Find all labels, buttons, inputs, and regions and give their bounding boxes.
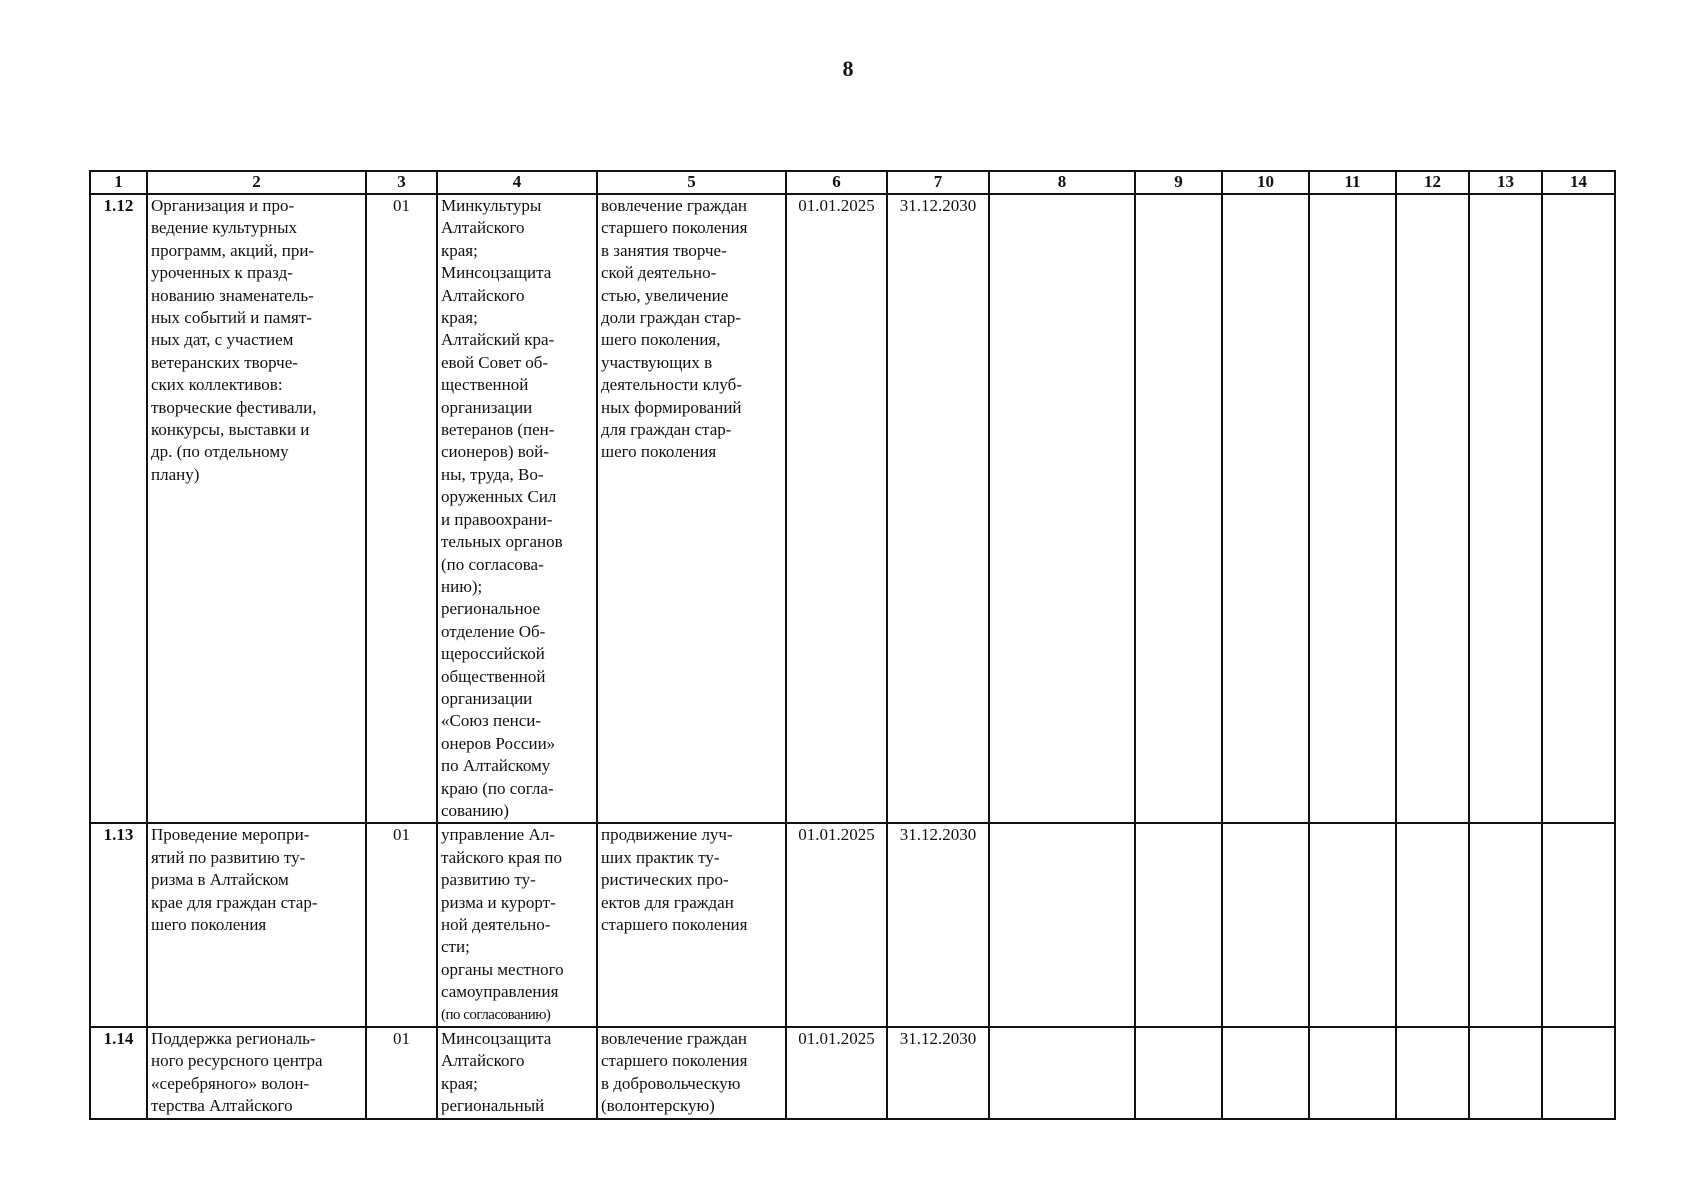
executor-line: Алтайский кра- [441,330,555,350]
code-cell [366,1027,437,1119]
event-name-line: Проведение меропри- [151,825,310,845]
event-name-line: программ, акций, при- [151,240,315,260]
executor-line: ны, труда, Во- [441,464,544,484]
event-name-line: ских коллективов: [151,375,283,395]
header-cell: 11 [1309,171,1396,194]
start-date: 01.01.2025 [798,825,875,845]
start-date: 01.01.2025 [798,1029,875,1049]
empty-cell [1135,823,1222,1027]
code-value: 01 [393,196,410,215]
result-line: старшего поколения [601,915,748,934]
header-cell: 2 [147,171,366,194]
executor-line: евой Совет об- [441,352,549,372]
executor-line: Алтайского [441,1051,525,1071]
start-date: 01.01.2025 [798,196,875,215]
event-name-cell [147,194,366,823]
event-name-line: ризма в Алтайском [151,870,289,890]
result-line: шего поколения [601,442,717,462]
executor-line: ветеранов (пен- [441,420,555,440]
executor-line: сти; [441,937,470,957]
executor-line: Минсоцзащита [441,263,552,283]
executor-cell [437,1027,597,1119]
empty-cell [1309,194,1396,823]
code-cell [366,823,437,1027]
executor-line: ризма и курорт- [441,892,556,912]
code-cell [366,194,437,823]
empty-cell [1542,1027,1615,1119]
executor-line: Алтайского [441,285,525,305]
row-number-cell [90,1027,147,1119]
code-value: 01 [393,825,410,845]
empty-cell [1469,823,1542,1027]
result-line: участвующих в [601,352,713,372]
executor-line: региональное [441,599,540,619]
table-row [90,194,1615,823]
end-date: 31.12.2030 [899,196,977,215]
result-line: ектов для граждан [601,892,734,912]
row-number-cell [90,194,147,823]
event-name-cell [147,1027,366,1119]
header-cell: 1 [90,171,147,194]
empty-cell [989,1027,1135,1119]
executor-line: (по согласова- [441,554,544,574]
event-name-line: конкурсы, выставки и [151,420,310,440]
executor-line: онеров России» [441,733,556,753]
header-cell: 12 [1396,171,1469,194]
result-line: ших практик ту- [601,847,720,867]
header-cell: 5 [597,171,786,194]
result-line: деятельности клуб- [601,375,742,395]
executor-line: организации [441,688,533,708]
empty-cell [1542,194,1615,823]
executor-line: отделение Об- [441,621,546,641]
page-number: 8 [842,56,854,81]
event-name-line: терства Алтайского [151,1096,293,1116]
result-line: старшего поколения [601,218,748,238]
empty-cell [1542,823,1615,1027]
executor-line: края; [441,308,478,328]
empty-cell [1135,194,1222,823]
executor-line: щероссийской [441,644,545,664]
plan-table [89,170,1616,1120]
code-value: 01 [393,1029,410,1049]
result-cell [597,823,786,1027]
end-date-cell [887,823,989,1027]
executor-line: тельных органов [441,532,563,552]
executor-line: организации [441,397,533,417]
event-name-line: творческие фестивали, [151,397,317,417]
result-line: продвижение луч- [601,825,733,845]
event-name-line: ведение культурных [151,218,298,238]
empty-cell [1396,194,1469,823]
event-name-line: крае для граждан стар- [151,892,318,912]
executor-line: Минсоцзащита [441,1029,552,1049]
empty-cell [1469,194,1542,823]
executor-line: оруженных Сил [441,487,557,507]
result-line: в добровольческую [601,1073,741,1093]
executor-cell [437,194,597,823]
executor-line: общественной [441,666,546,686]
start-date-cell [786,823,887,1027]
header-cell: 14 [1542,171,1615,194]
header-cell: 8 [989,171,1135,194]
executor-line: сованию) [441,800,509,820]
row-number-cell [90,823,147,1027]
result-line: (волонтерскую) [601,1096,715,1116]
end-date: 31.12.2030 [899,1029,977,1049]
result-line: вовлечение граждан [601,196,747,215]
executor-line: краю (по согла- [441,778,554,798]
header-cell: 10 [1222,171,1309,194]
empty-cell [1222,823,1309,1027]
end-date-cell [887,194,989,823]
executor-line: региональный [441,1096,545,1116]
result-line: в занятия творче- [601,240,727,260]
executor-line: «Союз пенси- [441,711,542,731]
table-row [90,1027,1615,1119]
executor-line: (по согласованию) [441,1006,551,1023]
start-date-cell [786,194,887,823]
executor-line: управление Ал- [441,825,555,845]
row-number: 1.12 [103,196,134,215]
result-line: вовлечение граждан [601,1029,747,1049]
result-line: доли граждан стар- [601,308,741,328]
event-name-cell [147,823,366,1027]
empty-cell [1469,1027,1542,1119]
result-cell [597,1027,786,1119]
row-number: 1.14 [103,1029,134,1049]
header-cell: 6 [786,171,887,194]
event-name-line: уроченных к празд- [151,263,293,283]
empty-cell [989,194,1135,823]
executor-line: развитию ту- [441,870,536,890]
result-line: стью, увеличение [601,285,729,305]
event-name-line: Поддержка региональ- [151,1029,316,1049]
empty-cell [1309,823,1396,1027]
header-row [90,171,1615,194]
event-name-line: «серебряного» волон- [151,1073,310,1093]
row-number: 1.13 [103,825,134,845]
header-cell: 9 [1135,171,1222,194]
executor-line: органы местного [441,959,564,979]
executor-line: щественной [441,375,529,395]
header-cell: 4 [437,171,597,194]
event-name-line: нованию знаменатель- [151,285,314,305]
executor-line: края; [441,1073,478,1093]
result-line: ристических про- [601,870,729,890]
header-cell: 7 [887,171,989,194]
event-name-line: шего поколения [151,915,267,934]
executor-line: нию); [441,576,483,596]
result-line: шего поколения, [601,330,721,350]
event-name-line: ных событий и памят- [151,308,312,328]
end-date: 31.12.2030 [899,825,977,845]
executor-line: сионеров) вой- [441,442,549,462]
empty-cell [1309,1027,1396,1119]
event-name-line: ветеранских творче- [151,352,298,372]
executor-line: ной деятельно- [441,915,551,934]
executor-line: самоуправления [441,982,559,1002]
event-name-line: ятий по развитию ту- [151,847,306,867]
header-cell: 13 [1469,171,1542,194]
result-line: ской деятельно- [601,263,717,283]
empty-cell [1396,823,1469,1027]
result-cell [597,194,786,823]
result-line: старшего поколения [601,1051,748,1071]
end-date-cell [887,1027,989,1119]
event-name-line: др. (по отдельному [151,442,289,462]
empty-cell [1222,194,1309,823]
executor-line: Минкультуры [441,196,542,215]
executor-line: и правоохрани- [441,509,553,529]
event-name-line: ного ресурсного центра [151,1051,323,1071]
start-date-cell [786,1027,887,1119]
event-name-line: плану) [151,464,200,484]
executor-line: края; [441,240,478,260]
executor-line: тайского края по [441,847,562,867]
result-line: для граждан стар- [601,420,732,440]
event-name-line: Организация и про- [151,196,295,215]
event-name-line: ных дат, с участием [151,330,294,350]
empty-cell [989,823,1135,1027]
header-cell: 3 [366,171,437,194]
executor-line: по Алтайскому [441,756,551,776]
executor-cell [437,823,597,1027]
table-row [90,823,1615,1027]
empty-cell [1222,1027,1309,1119]
executor-line: Алтайского [441,218,525,238]
result-line: ных формирований [601,397,742,417]
empty-cell [1396,1027,1469,1119]
empty-cell [1135,1027,1222,1119]
